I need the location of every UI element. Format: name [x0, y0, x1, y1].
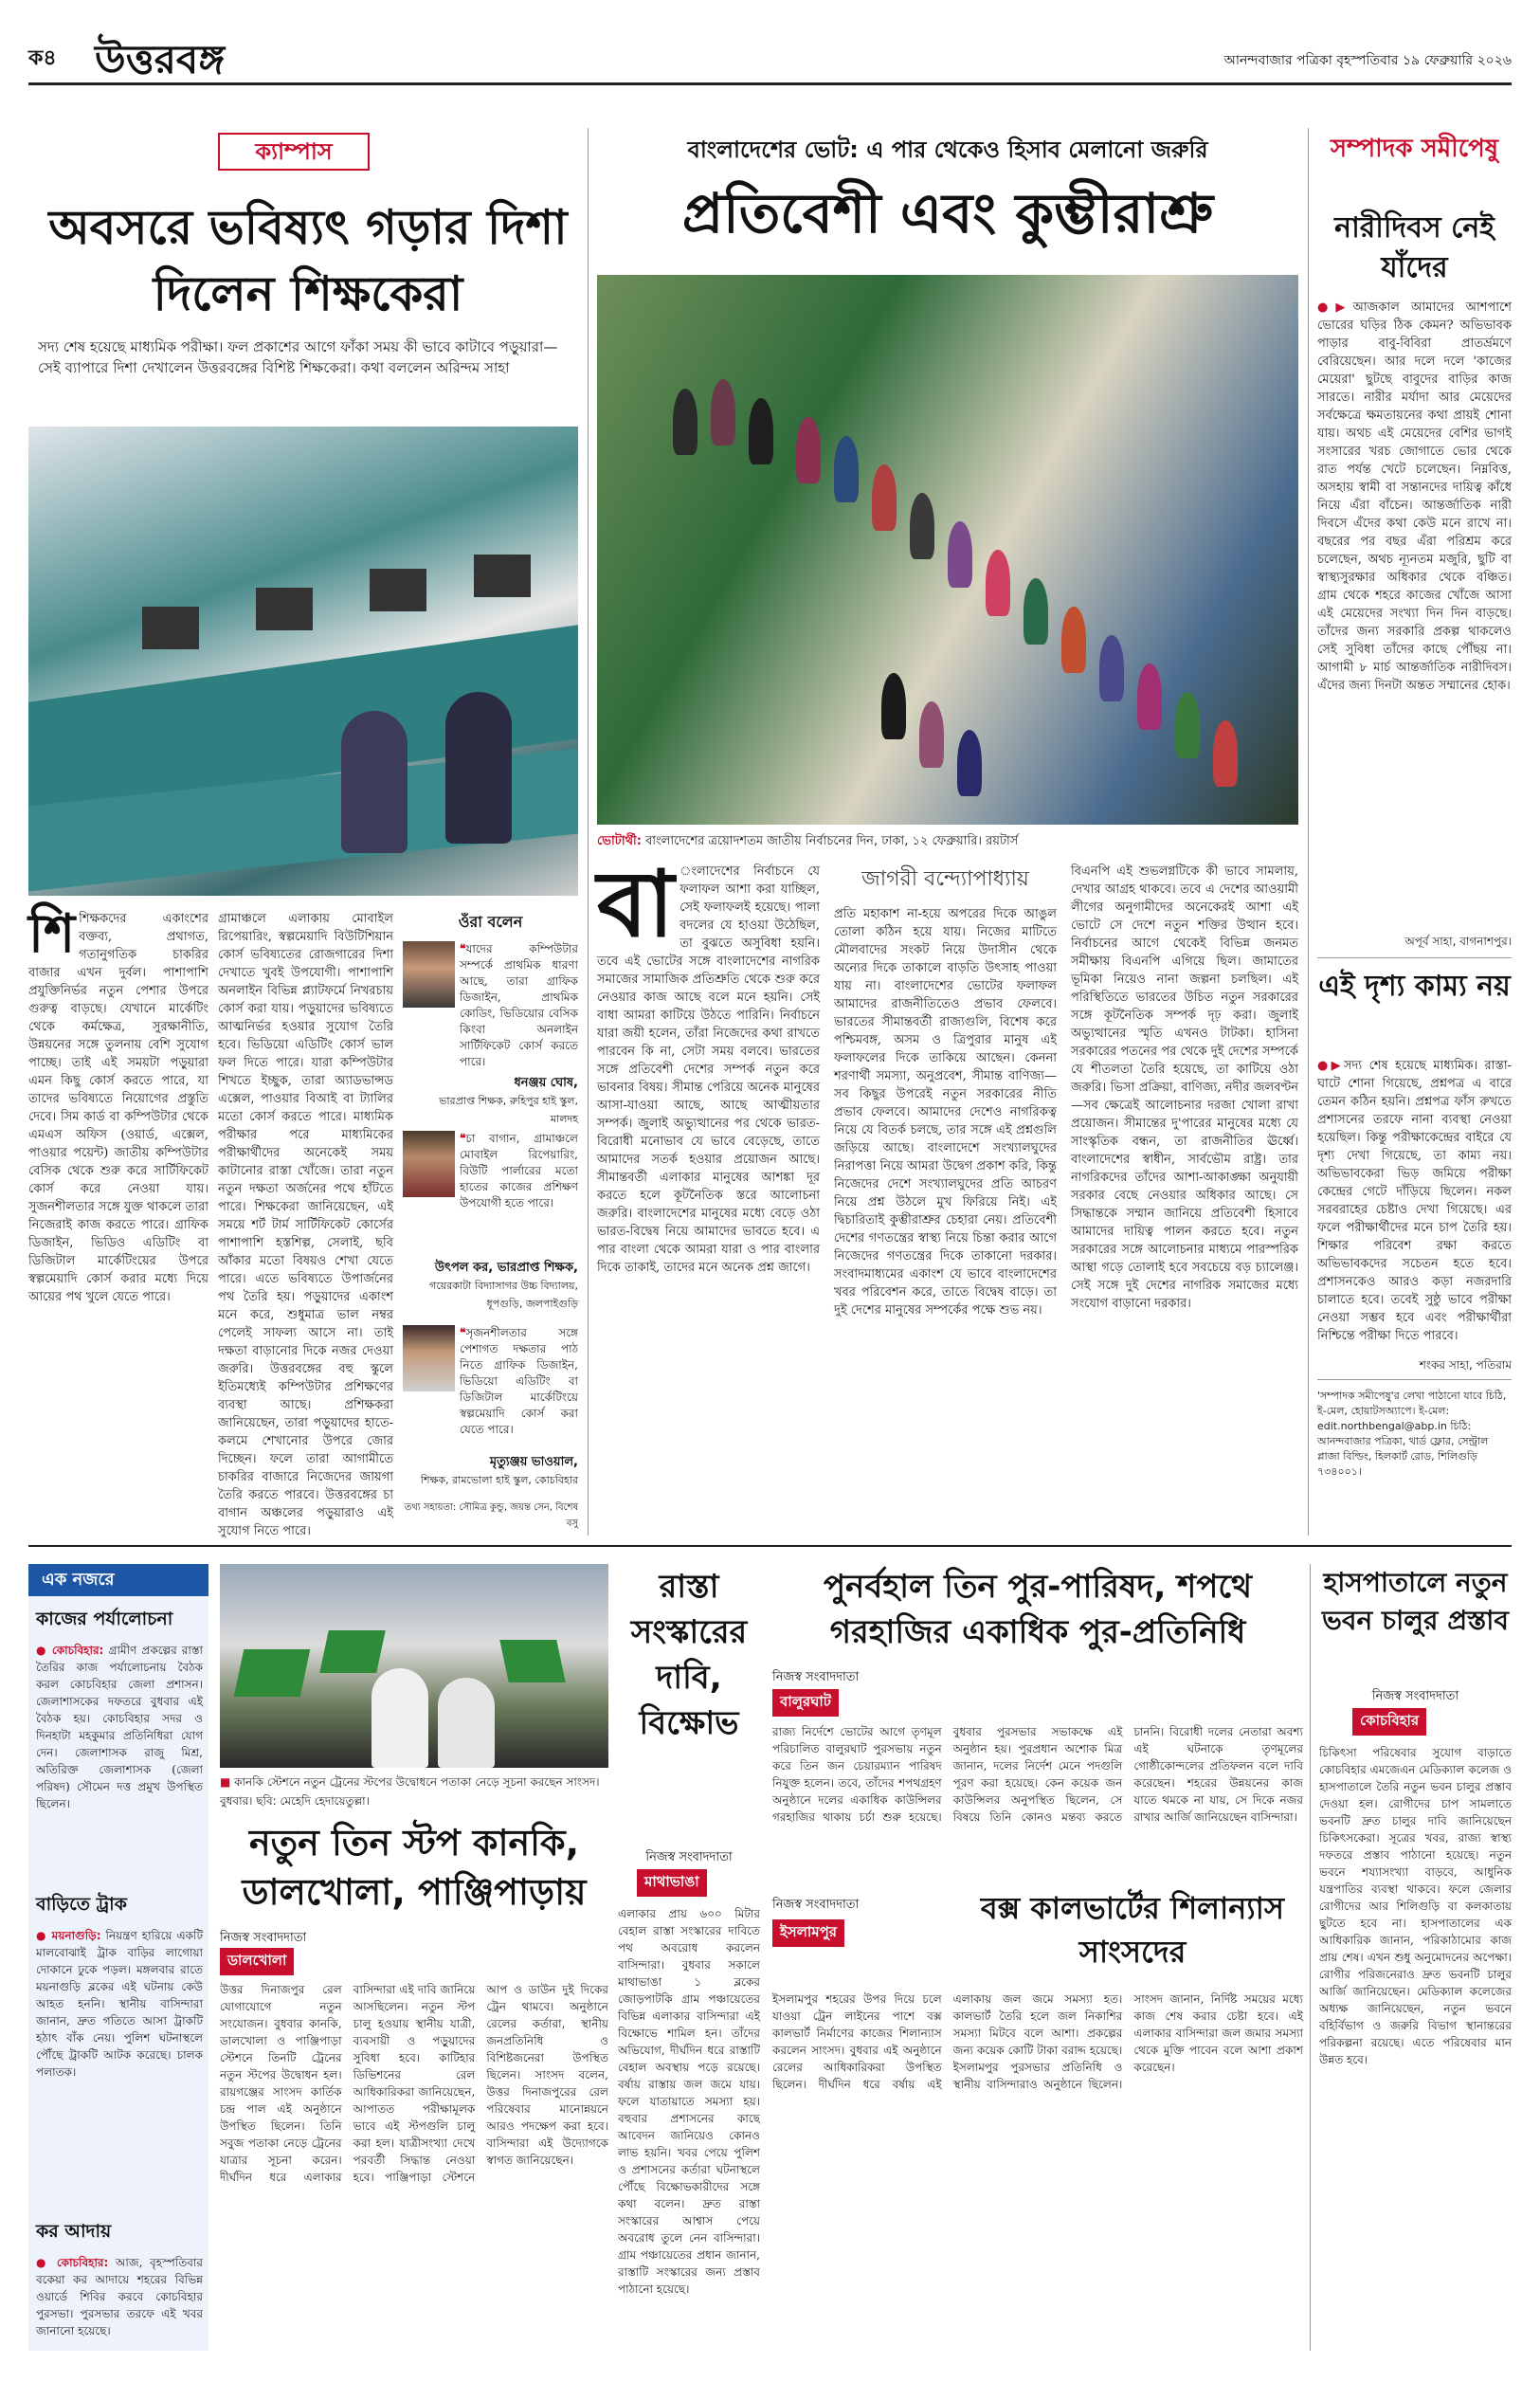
speaker-1-photo: [403, 941, 455, 1008]
student-figure: [445, 692, 512, 844]
glance-item-3: [36, 2218, 203, 2346]
campus-intro: সদ্য শেষ হয়েছে মাধ্যমিক পরীক্ষা। ফল প্রকাশের আগে ফাঁকা সময় কী ভাবে কাটাবে পড়ুয়ারা— সেই ব্যাপারে দিশা দেখালেন উত্তরবঙ্গের বিশিষ্ট শিক্ষকেরা। কথা বললেন অরিন্দম সাহা: [38, 338, 558, 376]
place-icon: ●: [36, 2256, 57, 2269]
lab-monitor: [142, 607, 199, 649]
editor-kicker: সম্পাদক সমীপেষু: [1330, 135, 1499, 163]
speaker-1-quote: ❝যাদের কম্পিউটার সম্পর্কে প্রাথমিক ধারণা আছে, তারা গ্রাফিক ডিজাইন, প্রাথমিক কোডিং, ভিডিয়োর বেসিক কিংবা অনলাইন সার্টিফিকেট কোর্স করতে পারে।: [460, 942, 578, 1068]
main-col1: [597, 851, 820, 1536]
campus-section: [28, 133, 578, 1536]
place-icon: ●: [36, 1929, 52, 1942]
column-rule: [1310, 1564, 1311, 2351]
main-photo: [597, 275, 1298, 825]
letter2-text: ●▶সদ্য শেষ হয়েছে মাধ্যমিক। রাস্তা-ঘাটে শোনা গিয়েছে, প্রশ্নপত্র এ বারে তেমন কঠিন হয়নি। প্রশ্নপত্র ফাঁস রুখতে প্রশাসনের তরফে নানা ব্যবস্থা নেওয়া হয়েছিল। কিন্তু পরীক্ষাকেন্দ্রের বাইরে যে দৃশ্য দেখা গিয়েছে, তা কাম্য নয়। অভিভাবকেরা ভিড় জমিয়ে পরীক্ষা কেন্দ্রের গেটে দাঁড়িয়ে ছিলেন। নকল সরবরাহের চেষ্টাও দেখা গিয়েছে। এর ফলে পরীক্ষার্থীদের মনে চাপ তৈরি হয়। শিক্ষার পরিবেশ রক্ষা করতে অভিভাবকদের সচেতন হতে হবে। প্রশাসনকেও আরও কড়া নজরদারি চালাতে হবে। তবেই সুষ্ঠু ভাবে পরীক্ষা নেওয়া সম্ভব হবে এবং পরীক্ষার্থীরা নিশ্চিন্তে পরীক্ষা দিতে পারবে।: [1317, 1059, 1512, 1343]
main-photo-caption: [597, 832, 1298, 852]
letter2-title: এই দৃশ্য কাম্য নয়: [1318, 970, 1511, 1003]
train-article: [220, 1564, 608, 2351]
dropcap: শি: [28, 903, 76, 965]
credits: তথ্য সহায়তা: সৌমিত্র কুন্ডু, জয়ন্ত সেন, বিশেষ বসু: [404, 1502, 578, 1529]
divider: [1317, 957, 1512, 958]
train-place: ডালখোলা: [220, 1948, 294, 1975]
caption-text: বাংলাদেশের ত্রয়োদশতম জাতীয় নির্বাচনের দিন, ঢাকা, ১২ ফেব্রুয়ারি। রয়টার্স: [645, 834, 1019, 848]
lab-monitor: [474, 555, 531, 597]
campus-body-col1: [28, 903, 208, 1517]
glance-item-3-head: কর আদায়: [36, 2221, 112, 2242]
culvert-byline: নিজস্ব সংবাদদাতা: [772, 1898, 860, 1912]
flag-icon: [234, 1649, 311, 1697]
quote-icon: ❝: [460, 1326, 466, 1339]
letter1-title: নারীদিবস নেই যাঁদের: [1334, 211, 1495, 284]
flag-icon: [319, 1630, 386, 1673]
hospital-byline: নিজস্ব সংবাদদাতা: [1371, 1689, 1459, 1703]
speaker-1-name: ধনঞ্জয় ঘোষ,: [514, 1076, 578, 1090]
glance-item-1-text: ● কোচবিহার: গ্রামীণ প্রকল্পের রাস্তা তৈরির কাজ পর্যালোচনায় বৈঠক করল কোচবিহার জেলা প্রশাসন। জেলাশাসকের দফতরে বুধবার এই বৈঠক হয়। কোচবিহার সদর ও দিনহাটা মহকুমার প্রতিনিধিরা যোগ দেন। জেলাশাসক রাজু মিশ্র, অতিরিক্ত জেলাশাসক (জেলা পরিষদ) সৌমেন দত্ত প্রমুখ উপস্থিত ছিলেন।: [36, 1644, 203, 1810]
municipal-place: বালুরঘাট: [772, 1689, 839, 1717]
speaker-1: [403, 941, 578, 1131]
glance-item-3-text: ● কোচবিহার: আজ, বৃহস্পতিবার বকেয়া কর আদায়ে শহরের বিভিন্ন ওয়ার্ডে শিবির করবে কোচবিহার পুরসভা। পুরসভার তরফে এই খবর জানানো হয়েছে।: [36, 2256, 203, 2337]
speaker-3-name: মৃত্যুঞ্জয় ভাওয়াল,: [489, 1455, 578, 1469]
train-text: উত্তর দিনাজপুর রেল যোগাযোগে নতুন সংযোজন। বুধবার কানকি, ডালখোলা ও পাঞ্জিপাড়া স্টেশনে তিনটি ট্রেনের নতুন স্টপের উদ্বোধন হল। রায়গঞ্জের সাংসদ কার্তিক চন্দ্র পাল এই অনুষ্ঠানে উপস্থিত ছিলেন। তিনি সবুজ পতাকা নেড়ে ট্রেনের যাত্রার সূচনা করেন। দীর্ঘদিন ধরে এলাকার বাসিন্দারা এই দাবি জানিয়ে আসছিলেন। নতুন স্টপ চালু হওয়ায় স্থানীয় যাত্রী, ব্যবসায়ী ও পড়ুয়াদের সুবিধা হবে। কাটিহার ডিভিশনের রেল আধিকারিকরা জানিয়েছেন, আপাতত পরীক্ষামূলক ভাবে এই স্টপগুলি চালু করা হল। যাত্রীসংখ্যা দেখে পরবর্তী সিদ্ধান্ত নেওয়া হবে। পাঞ্জিপাড়া স্টেশনে আপ ও ডাউন দুই দিকের ট্রেন থামবে। অনুষ্ঠানে রেলের কর্তারা, স্থানীয় জনপ্রতিনিধি ও বিশিষ্টজনেরা উপস্থিত ছিলেন। সাংসদ বলেন, উত্তর দিনাজপুরের রেল পরিষেবার মানোন্নয়নে আরও পদক্ষেপ করা হবে। বাসিন্দারা এই উদ্যোগকে স্বাগত জানিয়েছেন।: [220, 1983, 608, 2184]
campus-body-col2: [218, 910, 393, 1538]
municipal-text: রাজ্য নির্দেশে ভোটের আগে তৃণমূল পরিচালিত বালুরঘাট পুরসভায় নতুন করে তিন জন চেয়ারম্যান পারিষদ নিযুক্ত হলেন। তবে, তাঁদের শপথগ্রহণ অনুষ্ঠানে দলের একাধিক কাউন্সিলর গরহাজির থাকায় চর্চা শুরু হয়েছে। বুধবার পুরসভার সভাকক্ষে এই অনুষ্ঠান হয়। পুরপ্রধান অশোক মিত্র জানান, দলের নির্দেশ মেনে পদগুলি পূরণ করা হয়েছে। কেন কয়েক জন কাউন্সিলর অনুপস্থিত ছিলেন, সে বিষয়ে তিনি কোনও মন্তব্য করতে চাননি। বিরোধী দলের নেতারা অবশ্য এই ঘটনাকে তৃণমূলের গোষ্ঠীকোন্দলের প্রতিফলন বলে দাবি করেছেন। শহরের উন্নয়নের কাজ যাতে থমকে না যায়, সে দিকে নজর রাখার আর্জি জানিয়েছেন বাসিন্দারা।: [772, 1725, 1303, 1824]
road-text: এলাকার প্রায় ৬০০ মিটার বেহাল রাস্তা সংস্কারের দাবিতে পথ অবরোধ করলেন বাসিন্দারা। বুধবার সকালে মাথাভাঙা ১ ব্লকের জোড়পাটকি গ্রাম পঞ্চায়েতের বিভিন্ন এলাকার বাসিন্দারা এই বিক্ষোভে শামিল হন। তাঁদের অভিযোগ, দীর্ঘদিন ধরে রাস্তাটি বেহাল অবস্থায় পড়ে রয়েছে। বর্ষায় রাস্তায় জল জমে যায়। ফলে যাতায়াতে সমস্যা হয়। বহুবার প্রশাসনের কাছে আবেদন জানিয়েও কোনও লাভ হয়নি। খবর পেয়ে পুলিশ ও প্রশাসনের কর্তারা ঘটনাস্থলে পৌঁছে বিক্ষোভকারীদের সঙ্গে কথা বলেন। দ্রুত রাস্তা সংস্কারের আশ্বাস পেয়ে অবরোধ তুলে নেন বাসিন্দারা। গ্রাম পঞ্চায়েতের প্রধান জানান, রাস্তাটি সংস্কারের জন্য প্রস্তাব পাঠানো হয়েছে।: [618, 1907, 760, 2296]
campus-body-text: শিক্ষকদের একাংশের বক্তব্য, প্রথাগত, গতানুগতিক চাকরির বাজার এখন দুর্বল। পাশাপাশি প্রযুক্তিনির্ভর নতুন পেশার উপরে গুরুত্ব বাড়ছে। যেখানে মার্কেটিং থেকে কর্মক্ষেত্র, সুরক্ষানীতি, উন্নয়নের সঙ্গে তুলনায় বেশি সুযোগ পাচ্ছে। তাই এই সময়টা পড়ুয়ারা এমন কিছু কোর্স করতে পারে, যা তাদের ভবিষ্যতে নিয়োগের প্রস্তুতি দেবে। সিম কার্ড বা কম্পিউটার থেকে এমএস অফিস (ওয়ার্ড, এক্সেল, পাওয়ার পয়েন্ট) জাতীয় কম্পিউটার বেসিক থেকে শুরু করে সার্টিফিকেট কোর্স করে নেওয়া যায়। সুজনশীলতার সঙ্গে যুক্ত থাকলে তারা নিজেরাই কাজ করতে পারে। গ্রাফিক ডিজাইন, ভিডিও এডিটিং বা ডিজিটাল মার্কেটিংয়ের উপরে স্বল্পমেয়াদি কোর্স করার মধ্যে দিয়ে আয়ের পথ খুলে যেতে পারে।: [28, 912, 208, 1304]
column-rule: [1308, 128, 1309, 1536]
speaker-3-role: শিক্ষক, রামভোলা হাই স্কুল, কোচবিহার: [420, 1474, 578, 1486]
train-photo: [220, 1564, 608, 1768]
student-figure: [341, 711, 408, 853]
hospital-text: চিকিৎসা পরিষেবার সুযোগ বাড়াতে কোচবিহার এমজেএন মেডিক্যাল কলেজ ও হাসপাতালে তৈরি নতুন ভবন চালুর প্রস্তাব দেওয়া হল। রোগীদের চাপ সামলাতে ভবনটি দ্রুত চালুর দাবি জানিয়েছেন চিকিৎসকেরা। সূত্রের খবর, রাজ্য স্বাস্থ্য দফতরে প্রস্তাব পাঠানো হয়েছে। নতুন ভবনে শয্যাসংখ্যা বাড়বে, আধুনিক যন্ত্রপাতির ব্যবস্থা থাকবে। ফলে জেলার রোগীদের আর শিলিগুড়ি বা কলকাতায় ছুটতে হবে না। হাসপাতালের এক আধিকারিক জানান, পরিকাঠামোর কাজ প্রায় শেষ। এখন শুধু অনুমোদনের অপেক্ষা। রোগীর পরিজনেরাও দ্রুত ভবনটি চালুর আর্জি জানিয়েছেন। মেডিক্যাল কলেজের অধ্যক্ষ জানিয়েছেন, নতুন ভবনে বহির্বিভাগ ও জরুরি বিভাগ স্থানান্তরের পরিকল্পনা রয়েছে। এতে পরিষেবার মান উন্নত হবে।: [1319, 1746, 1512, 2066]
campus-body-text2: গ্রামাঞ্চলে এলাকায় মোবাইল রিপেয়ারিং, স্বল্পমেয়াদি বিউটিশিয়ান কোর্স ভবিষ্যতের রোজগারের দিশা দেখাতে খুবই উপযোগী। পাশাপাশি অনলাইন বিভিন্ন প্ল্যাটফর্মে নিখরচায় কোর্স করা যায়। পড়ুয়াদের ভবিষ্যতে আত্মনির্ভর হওয়ার সুযোগ তৈরি হবে। ভিডিয়ো এডিটিং কোর্স ভাল ফল দিতে পারে। যারা কম্পিউটার শিখতে ইচ্ছুক, তারা অ্যাডভান্সড এক্সেল, পাওয়ার বিআই বা ট্যালির মতো কোর্স করতে পারে।: [218, 912, 393, 1124]
glance-title: এক নজরে: [28, 1564, 208, 1596]
voter-queue: [597, 275, 1298, 825]
letter2-sign: শংকর সাহা, পতিরাম: [1419, 1358, 1512, 1372]
municipal-byline: নিজস্ব সংবাদদাতা: [772, 1670, 860, 1684]
crowd-figure: [438, 1678, 495, 1768]
quote-icon: ❝: [460, 1132, 466, 1145]
road-article: [618, 1564, 760, 2351]
campus-photo: [28, 427, 578, 896]
speaker-2: [403, 1131, 578, 1325]
train-headline: নতুন তিন স্টপ কানকি, ডালখোলা, পাঞ্জিপাড়ায়: [242, 1822, 587, 1913]
glance-item-1-head: কাজের পর্যালোচনা: [36, 1609, 173, 1629]
letter1-text: ●▶আজকাল আমাদের আশপাশে ভোরের ঘড়ির ঠিক কেমন? অভিভাবক পাড়ার বাবু-বিবিরা প্রাতর্ভ্রমণে বেরিয়েছেন। আর দলে দলে 'কাজের মেয়েরা' ছুটছে বাবুদের বাড়ির কাজ সারতে। নারীর মর্যাদা আর মেয়েদের সর্বক্ষেত্রে ক্ষমতায়নের কথা প্রায়ই শোনা যায়। অথচ এই মেয়েদের বেশির ভাগই সংসারের খরচ জোগাতে ভোর থেকে রাত পর্যন্ত খেটে চলেছেন। নিম্নবিত্ত, অসহায় স্বামী বা সন্তানদের দায়িত্ব কাঁধে নিয়ে এঁরা বাঁচেন। আন্তর্জাতিক নারী দিবসে এঁদের কথা কেউ মনে রাখে না। বছরের পর বছর এঁরা পরিশ্রম করে চলেছেন, অথচ ন্যূনতম মজুরি, ছুটি বা স্বাস্থ্যসুরক্ষার অধিকার থেকে বঞ্চিত। গ্রাম থেকে শহরে কাজের খোঁজে আসা এই মেয়েদের সংখ্যা দিন দিন বাড়ছে। তাঁদের জন্য সরকারি প্রকল্প থাকলেও সেই সুবিধা তাঁদের কাছে পৌঁছয় না। আগামী ৮ মার্চ আন্তর্জাতিক নারীদিবস। এঁদের জন্য দিনটা অন্তত সম্মানের হোক।: [1317, 300, 1512, 693]
speaker-3: [403, 1325, 578, 1529]
page-number: ক৪: [28, 46, 57, 70]
lab-monitor: [370, 569, 426, 611]
bullet-icon: ●▶: [1317, 1059, 1344, 1073]
flag-icon: [499, 1640, 566, 1682]
main-col1-text: ংলাদেশের নির্বাচনে যে ফলাফল আশা করা যাচ্ছিল, সেই ফলাফলই হয়েছে। পালা বদলের যে হাওয়া উঠেছিল, তা বুঝতে অসুবিধা হয়নি। তবে এই ভোটের সঙ্গে বাংলাদেশের নাগরিক সমাজের সামাজিক প্রতিশ্রুতি থেকে শুরু করে নেওয়ার কাজ আছে বলে মনে হয়নি। সেই বাধা আমরা কাটিয়ে উঠতে পারিনি। নির্বাচনে যারা জয়ী হলেন, তাঁরা নিজেদের কথা রাখতে পারবেন কি না, সেটা সময় বলবে। ভারতের সঙ্গে প্রতিবেশী দেশের সম্পর্ক নতুন করে ভাবনার বিষয়। সীমান্ত পেরিয়ে অনেক মানুষের আসা-যাওয়া আছে, আছে আত্মীয়তার সম্পর্ক। জুলাই অভ্যুত্থানের পর থেকে ভারত-বিরোধী মনোভাব যে ভাবে বেড়েছে, তাতে আমাদের সতর্ক হওয়ার প্রয়োজন আছে। সীমান্তবর্তী এলাকার মানুষের আশঙ্কা দূর করতে হলে কূটনৈতিক স্তরে আলোচনা জরুরি। বাংলাদেশের মানুষের মধ্যে বেড়ে ওঠা ভারত-বিদ্বেষ নিয়ে আমাদের ভাবতে হবে। এ পার বাংলা থেকে আমরা যারা ও পার বাংলার দিকে তাকাই, তাদের মনে অনেক প্রশ্ন জাগে।: [597, 864, 820, 1275]
crowd-figure: [371, 1668, 428, 1768]
speaker-3-quote: ❝সৃজনশীলতার সঙ্গে পেশাগত দক্ষতার পাঠ নিতে গ্রাফিক ডিজাইন, ভিডিয়ো এডিটিং বা ডিজিটাল মার্কেটিংয়ে স্বল্পমেয়াদি কোর্স করা যেতে পারে।: [460, 1326, 578, 1436]
lab-monitor: [256, 588, 313, 630]
main-col3: বিএনপি এই শুভলগ্নটিকে কী ভাবে সামলায়, দেখার আগ্রহ থাকবে। তবে এ দেশের আওয়ামী লীগের অনুগামীদের অনেকেরই আশা এই ভোটে সে দেশে নতুন শক্তির উত্থান হবে। নির্বাচনের আগে থেকেই বিভিন্ন জনমত সমীক্ষায় বিএনপি এগিয়ে ছিল। জামাতের ভূমিকা নিয়েও নানা জল্পনা চলছিল। এই পরিস্থিতিতে ভারতের উচিত নতুন সরকারের সঙ্গে কূটনৈতিক সম্পর্ক দৃঢ় করা। জুলাই অভ্যুত্থানের স্মৃতি এখনও টাটকা। হাসিনা সরকারের পতনের পর থেকে দুই দেশের সম্পর্কে যে শীতলতা তৈরি হয়েছে, তা কাটিয়ে ওঠা জরুরি। ভিসা প্রক্রিয়া, বাণিজ্য, নদীর জলবণ্টন—সব ক্ষেত্রেই আলোচনার দরজা খোলা রাখা প্রয়োজন। সীমান্তের দু'পারের মানুষের মধ্যে যে সাংস্কৃতিক বন্ধন, তা রাজনীতির ঊর্ধ্বে। বাংলাদেশের স্বাধীন, সার্বভৌম রাষ্ট্র। তার নাগরিকদের তাঁদের আশা-আকাঙ্ক্ষা অনুযায়ী সরকার বেছে নেওয়ার অধিকার আছে। সে সিদ্ধান্তকে সম্মান জানিয়ে প্রতিবেশী হিসাবে আমাদের দায়িত্ব পালন করতে হবে। নতুন সরকারের সঙ্গে আলোচনার মাধ্যমে পারস্পরিক আস্থা গড়ে তোলাই হবে সবচেয়ে বড় চ্যালেঞ্জ। সেই সঙ্গে দুই দেশের নাগরিক সমাজের মধ্যে সংযোগ বাড়ানো দরকার।: [1071, 864, 1298, 1311]
municipal-article: [772, 1564, 1303, 1877]
campus-body-text3: মাধ্যমিক পরীক্ষার পরে মাধ্যমিকের পরীক্ষার্থীদের অনেকেই সময় কাটানোর রাস্তা খোঁজে। তারা নতুন নতুন দক্ষতা অর্জনের পথে হাঁটতে পারে। শিক্ষকেরা জানিয়েছেন, এই সময়ে শর্ট টার্ম সার্টিফিকেট কোর্সের পাশাপাশি হস্তশিল্প, সেলাই, ছবি আঁকার মতো বিষয়ও শেখা যেতে পারে। এতে ভবিষ্যতে উপার্জনের পথ তৈরি হয়।: [218, 1110, 393, 1304]
culvert-byline-block: [772, 1896, 943, 1947]
speaker-3-photo: [403, 1325, 455, 1391]
train-byline: নিজস্ব সংবাদদাতা: [220, 1931, 307, 1945]
caption-label: ভোটার্থী:: [597, 834, 642, 848]
bullet-icon: ●▶: [1317, 300, 1353, 315]
speaker-1-role: ভারপ্রাপ্ত শিক্ষক, রুহিপুর হাই স্কুল, মালদহ: [439, 1095, 578, 1125]
letter1-sign: অপূর্ব সাহা, বাগনাশপুর।: [1404, 935, 1512, 948]
campus-headline: অবসরে ভবিষ্যৎ গড়ার দিশা দিলেন শিক্ষকেরা: [48, 200, 568, 321]
glance-box: [28, 1564, 208, 2351]
main-headline: প্রতিবেশী এবং কুম্ভীরাশ্রু: [681, 181, 1214, 245]
road-byline: নিজস্ব সংবাদদাতা: [645, 1850, 733, 1864]
hospital-article: [1319, 1564, 1512, 2351]
speakers-box: [403, 910, 578, 1529]
glance-item-2-text: ● ময়নাগুড়ি: নিয়ন্ত্রণ হারিয়ে একটি মালবোঝাই ট্রাক বাড়ির লাগোয়া দোকানে ঢুকে পড়ল। মঙ্গলবার রাতে ময়নাগুড়ি ব্লকের এই ঘটনায় কেউ আহত হননি। স্থানীয় বাসিন্দারা জানান, দ্রুত গতিতে আসা ট্রাকটি হঠাৎ বাঁক নেয়। পুলিশ ঘটনাস্থলে পৌঁছে ট্রাকটি আটক করেছে। চালক পলাতক।: [36, 1929, 203, 2079]
speaker-2-photo: [403, 1131, 455, 1197]
speaker-2-quote: ❝চা বাগান, গ্রামাঞ্চলে মোবাইল রিপেয়ারিং, বিউটি পার্লারের মতো হাতের কাজের প্রশিক্ষণ উপযোগী হতে পারে।: [460, 1132, 578, 1209]
hospital-place: কোচবিহার: [1352, 1708, 1426, 1736]
section-brand: উত্তরবঙ্গ: [95, 36, 226, 82]
culvert-headline: বক্স কালভার্টের শিলান্যাস সাংসদের: [980, 1890, 1285, 1970]
masthead: [28, 28, 1512, 85]
editor-footer: 'সম্পাদক সমীপেষু'র লেখা পাঠানো যাবে চিঠি, ই-মেল, হোয়াটসঅ্যাপে। ই-মেল: edit.northbengal@abp.in চিঠি: আনন্দবাজার পত্রিকা, থার্ড ফ্লোর, সেন্ট্রাল প্লাজা বিল্ডিং, হিলকার্ট রোড, শিলিগুড়ি ৭৩৪০০১।: [1317, 1390, 1507, 1478]
road-place: মাথাভাঙা: [637, 1869, 707, 1897]
municipal-headline: পুনর্বহাল তিন পুর-পারিষদ, শপথে গরহাজির একাধিক পুর-প্রতিনিধি: [823, 1568, 1253, 1651]
main-kicker: বাংলাদেশের ভোট: এ পার থেকেও হিসাব মেলানো জরুরি: [687, 136, 1208, 163]
main-col2-wrap: [834, 863, 1057, 1536]
editor-section: [1317, 133, 1512, 1536]
campus-body-text4: পড়ুয়াদের একাংশ মনে করে, শুধুমাত্র ভাল নম্বর পেলেই সাফল্য আসে না। তাই দক্ষতা বাড়ানোর দিকে নজর দেওয়া জরুরি। উত্তরবঙ্গের বহু স্কুলে ইতিমধ্যেই কম্পিউটার প্রশিক্ষণের ব্যবস্থা আছে। প্রশিক্ষকরা জানিয়েছেন, তারা পড়ুয়াদের হাতে-কলমে শেখানোর উপরে জোর দিচ্ছেন। ফলে তারা আগামীতে চাকরির বাজারে নিজেদের জায়গা তৈরি করতে পারবে। উত্তরবঙ্গের চা বাগান অঞ্চলের পড়ুয়ারাও এই সুযোগ নিতে পারে।: [218, 1290, 393, 1538]
main-article: [597, 133, 1298, 1536]
culvert-place: ইসলামপুর: [772, 1919, 844, 1947]
place-icon: ●: [36, 1644, 52, 1657]
glance-item-2: [36, 1891, 203, 2204]
caption-marker-icon: ■: [220, 1775, 235, 1789]
speakers-title: ওঁরা বলেন: [458, 913, 523, 931]
glance-item-2-head: বাড়িতে ট্রাক: [36, 1894, 127, 1915]
culvert-article: [772, 1886, 1303, 2351]
speaker-2-name: উৎপল কর, ভারপ্রাপ্ত শিক্ষক,: [434, 1261, 578, 1275]
road-headline: রাস্তা সংস্কারের দাবি, বিক্ষোভ: [630, 1568, 748, 1742]
glance-item-1: [36, 1606, 203, 1881]
divider: [1317, 1379, 1512, 1380]
column-rule: [588, 128, 589, 1536]
main-dropcap: বা: [597, 851, 675, 957]
quote-icon: ❝: [460, 942, 466, 955]
main-author: জাগরী বন্দ্যোপাধ্যায়: [861, 867, 1029, 891]
dateline: আনন্দবাজার পত্রিকা বৃহস্পতিবার ১৯ ফেব্রুয়ারি ২০২৬: [1223, 53, 1512, 68]
campus-tag: ক্যাম্পাস: [218, 133, 370, 171]
train-photo-caption: ■ কানকি স্টেশনে নতুন ট্রেনের স্টপের উদ্বোধনে পতাকা নেড়ে সূচনা করছেন সাংসদ। বুধবার। ছবি: মেহেদি হেদায়েতুল্লা।: [220, 1775, 600, 1808]
speaker-2-role: গয়েরকাটা বিদ্যাসাগর উচ্চ বিদ্যালয়, ধূপগুড়ি, জলপাইগুড়ি: [429, 1280, 578, 1310]
main-col2-text: প্রতি মহাকাশ না-হয়ে অপরের দিকে আঙুল তোলা কঠিন হয়ে যায়। নিজের মাটিতে মৌলবাদের সংকট নিয়ে উদাসীন থেকে অন্যের দিকে তাকালে বাড়তি উৎসাহ পাওয়া যায় না। বাংলাদেশের ভোটের ফলাফল আমাদের রাজনীতিতেও প্রভাব ফেলবে। ভারতের সীমান্তবর্তী রাজ্যগুলি, বিশেষ করে পশ্চিমবঙ্গ, অসম ও ত্রিপুরার মানুষ এই ফলাফলের দিকে তাকিয়ে আছেন। কেননা শরণার্থী সমস্যা, অনুপ্রবেশ, সীমান্ত বাণিজ্য—সব কিছুর উপরেই নতুন সরকারের নীতি প্রভাব ফেলবে। আমাদের দেশেও নাগরিকত্ব নিয়ে যে বিতর্ক চলছে, তার সঙ্গে এই প্রশ্নগুলি জড়িয়ে আছে। বাংলাদেশে সংখ্যালঘুদের নিরাপত্তা নিয়ে আমরা উদ্বেগ প্রকাশ করি, কিন্তু নিজেদের দেশে সংখ্যালঘুদের প্রতি আচরণ নিয়ে প্রশ্ন উঠলে মুখ ফিরিয়ে নিই। এই দ্বিচারিতাই কুম্ভীরাশ্রুর চেহারা নেয়। প্রতিবেশী দেশের গণতন্ত্রের স্বাস্থ্য নিয়ে চিন্তা করার আগে নিজেদের গণতন্ত্রের দিকে তাকানো দরকার। সংবাদমাধ্যমের একাংশ যে ভাবে বাংলাদেশের খবর পরিবেশন করে, তাতে বিদ্বেষ বাড়ে। তা দুই দেশের মানুষের সম্পর্কের পক্ষে শুভ নয়।: [834, 907, 1057, 1318]
culvert-text: ইসলামপুর শহরের উপর দিয়ে চলে যাওয়া ট্রেন লাইনের পাশে বক্স কালভার্ট নির্মাণের কাজের শিলান্যাস করলেন সাংসদ। বুধবার এই অনুষ্ঠানে রেলের আধিকারিকরা উপস্থিত ছিলেন। দীর্ঘদিন ধরে বর্ষায় এই এলাকায় জল জমে সমস্যা হত। কালভার্ট তৈরি হলে জল নিকাশির সমস্যা মিটবে বলে আশা। প্রকল্পের জন্য কয়েক কোটি টাকা বরাদ্দ হয়েছে। ইসলামপুর পুরসভার প্রতিনিধি ও স্থানীয় বাসিন্দারাও অনুষ্ঠানে ছিলেন। সাংসদ জানান, নির্দিষ্ট সময়ের মধ্যে কাজ শেষ করার চেষ্টা হবে। এই এলাকার বাসিন্দারা জল জমার সমস্যা থেকে মুক্তি পাবেন বলে আশা প্রকাশ করেছেন।: [772, 1992, 1303, 2091]
section-divider: [28, 1545, 1512, 1547]
hospital-headline: হাসপাতালে নতুন ভবন চালুর প্রস্তাব: [1322, 1567, 1509, 1636]
